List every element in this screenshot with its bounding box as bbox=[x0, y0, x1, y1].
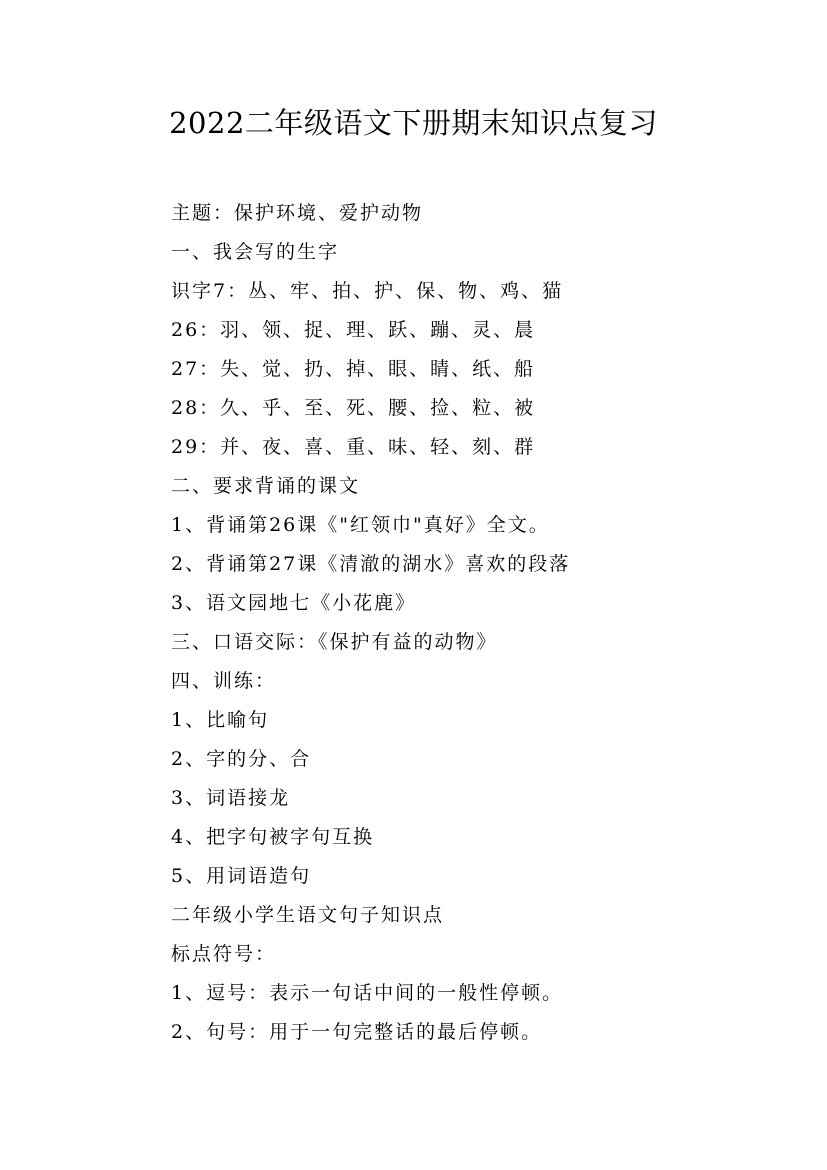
punctuation-item: 1、逗号：表示一句话中间的一般性停顿。 bbox=[171, 982, 564, 1004]
subsection-title: 二年级小学生语文句子知识点 bbox=[171, 904, 445, 926]
recitation-item: 1、背诵第26课《"红领巾"真好》全文。 bbox=[171, 514, 550, 536]
training-item: 3、词语接龙 bbox=[171, 787, 291, 809]
character-list-line: 28：久、乎、至、死、腰、捡、粒、被 bbox=[171, 397, 536, 419]
section-heading-4: 四、训练： bbox=[171, 670, 277, 692]
section-heading-2: 二、要求背诵的课文 bbox=[171, 475, 361, 497]
punctuation-item: 2、句号：用于一句完整话的最后停顿。 bbox=[171, 1021, 543, 1043]
training-item: 1、比喻句 bbox=[171, 709, 270, 731]
recitation-item: 3、语文园地七《小花鹿》 bbox=[171, 592, 417, 614]
section-heading-3: 三、口语交际：《保护有益的动物》 bbox=[171, 631, 498, 653]
theme-line: 主题：保护环境、爱护动物 bbox=[171, 202, 424, 224]
training-item: 2、字的分、合 bbox=[171, 748, 312, 770]
recitation-item: 2、背诵第27课《清澈的湖水》喜欢的段落 bbox=[171, 553, 571, 575]
character-list-line: 识字7：丛、牢、拍、护、保、物、鸡、猫 bbox=[171, 280, 564, 302]
document-title: 2022二年级语文下册期末知识点复习 bbox=[169, 106, 658, 140]
section-heading-1: 一、我会写的生字 bbox=[171, 241, 340, 263]
training-item: 5、用词语造句 bbox=[171, 865, 312, 887]
character-list-line: 27：失、觉、扔、掉、眼、睛、纸、船 bbox=[171, 358, 536, 380]
character-list-line: 26：羽、领、捉、理、跃、蹦、灵、晨 bbox=[171, 319, 536, 341]
document-body bbox=[171, 194, 570, 1052]
character-list-line: 29：并、夜、喜、重、味、轻、刻、群 bbox=[171, 436, 536, 458]
training-item: 4、把字句被字句互换 bbox=[171, 826, 375, 848]
punctuation-heading: 标点符号： bbox=[171, 943, 277, 965]
